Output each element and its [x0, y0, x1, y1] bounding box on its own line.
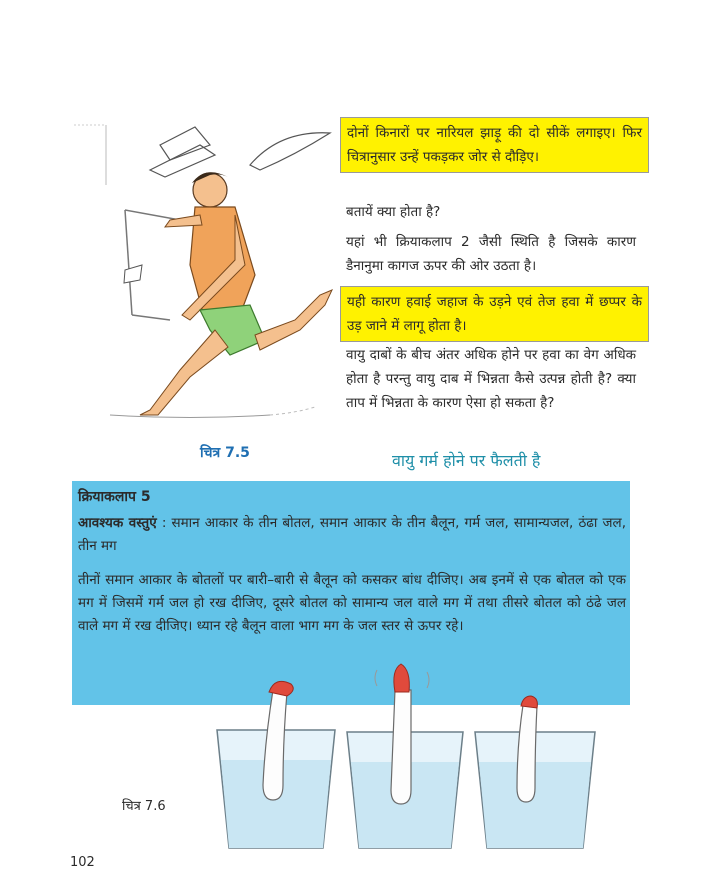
question-text: बतायें क्या होता है?	[346, 204, 441, 220]
normal-water-glass	[347, 664, 463, 848]
materials-label: आवश्यक वस्तुएं	[78, 515, 157, 531]
activity-title: क्रियाकलाप 5	[78, 489, 151, 505]
figure-caption-7-5: चित्र 7.5	[200, 445, 250, 461]
materials-text: : समान आकार के तीन बोतल, समान आकार के तीन बैलून, गर्म जल, सामान्यजल, ठंढा जल, तीन मग	[78, 515, 626, 554]
hot-water-glass	[217, 681, 335, 848]
highlight-box-1: दोनों किनारों पर नारियल झाड़ू की दो सीकें लगाइए। फिर चित्रानुसार उन्हें पकड़कर जोर से दौड़िए।	[340, 117, 649, 173]
materials-line	[78, 512, 626, 558]
page-number: 102	[70, 855, 95, 870]
section-heading: वायु गर्म होने पर फैलती है	[392, 451, 541, 470]
activity-instructions: तीनों समान आकार के बोतलों पर बारी–बारी से बैलून को कसकर बांध दीजिए। अब इनमें से एक बोतल को एक मग में जिसमें गर्म जल हो रख दीजिए, दूसरे बोतल को सामान्य जल वाले मग में तथा तीसरे बोतल को ठंढे जल वाले मग में रख दीजिए। ध्यान रहे बैलून वाला भाग मग के जल स्तर से ऊपर रहे।	[78, 572, 626, 634]
figure-caption-7-6: चित्र 7.6	[122, 799, 166, 814]
paragraph-1: यहां भी क्रियाकलाप 2 जैसी स्थिति है जिसके कारण डैनानुमा कागज ऊपर की ओर उठता है।	[346, 234, 636, 274]
highlight-box-2: यही कारण हवाई जहाज के उड़ने एवं तेज हवा में छप्पर के उड़ जाने में लागू होता है।	[340, 286, 649, 342]
paragraph-2: वायु दाबों के बीच अंतर अधिक होने पर हवा का वेग अधिक होता है परन्तु वायु दाब में भिन्नता कैसे उत्पन्न होती है? क्या ताप में भिन्नता के कारण ऐसा हो सकता है?	[346, 347, 636, 411]
figure-running-boy	[70, 115, 340, 435]
cold-water-glass	[475, 696, 595, 848]
figure-glasses-balloons	[205, 660, 635, 855]
